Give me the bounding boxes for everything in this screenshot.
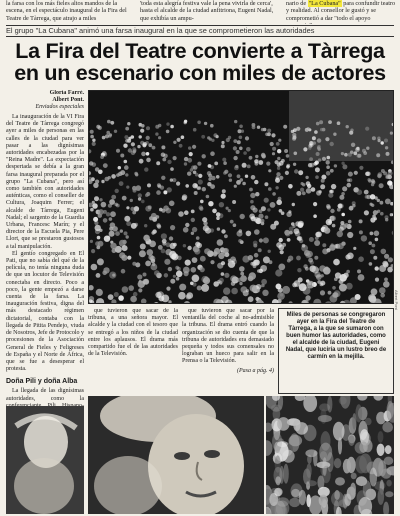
photo-caption: Miles de personas se congregaron ayer en la Fira del Teatre de Tàrrega, a la que se sumaron con buen humor las autoridades, como el alcalde de la ciudad, Eugeni Nadal, que luciría un lustro breo de carmín en la mejilla. (278, 308, 394, 394)
article-paragraph-1: La inauguración de la VI Fira del Teatre de Tàrrega congregó ayer a miles de personas en las calles de la ciudad para ver pasar a las dignísimas autoridades encabezadas por la "Reina Madre". La expectación despertada se debía a la gran farsa inaugural preparada por el grupo "La Cubana", pero así como también con autoridades auténticas, como el conseller de Cultura, Joaquim Ferrer; el alcalde de Tàrrega, Eugeni Nadal; el sargento de la Guardia Urbana, Francesc Marín; y el director de la Escuela Pia, Pere Llort, que se prestaron gustosos a tal manipulación. (6, 114, 84, 250)
section-heading: Doña Pili y doña Alba (6, 378, 78, 386)
byline-author-1: Gloria Farré. (49, 90, 84, 96)
stage-authorities-photo (266, 396, 394, 514)
middle-column-text-1: que tuvieron que sacar de la tribuna, a una señora mayor. El alcalde y la ciudad con el tesoro que se entregó a los niños de la ciudad entre los aplausos. El drama más compartido fue el de las autoridades de la Televisión. (88, 308, 178, 358)
col3-prefix: nario de (286, 0, 307, 7)
photo-credit: Albert Pont (394, 290, 399, 310)
previous-story-col-2: 'toda esta alegría festiva vale la pena vivirla de cerca', hasta el alcalde de la ciudad anfitriona, Eugeni Nadal, que exhibía un ampu- (140, 0, 274, 22)
previous-story-strip (6, 0, 396, 24)
previous-story-col-3 (286, 0, 396, 24)
woman-portrait-photo (88, 396, 264, 514)
byline-role: Enviados especiales (35, 104, 84, 110)
performer-photo (6, 406, 84, 514)
previous-story-col-1: la farsa con los más fieles altos mandos de la escena, en el espectáculo inaugural de la Fira del Teatre de Tàrrega, que atrajo a miles (6, 0, 127, 22)
col3-suffix: para confundir teatro y realidad. Al consellor le gustó y se comprometió a dar "todo el apoyo (286, 0, 396, 22)
article-paragraph-3: La llegada de las dignísimas autoridades, como la (6, 388, 84, 402)
subheadline: El grupo "La Cubana" animó una farsa inaugural en la que se comprometieron las autoridades (6, 25, 394, 37)
middle-column-text-2: que tuvieron que sacar por la ventanilla del coche al no-admisible la tribuna. El drama entró cuando la organización se dio cuenta de que la tribuna de autoridades era demasiado pequeña y todos sus comensales no lograban un hueco para salir en la Prensa o la Televisión. (182, 308, 274, 365)
article-paragraph-2: El gentío congregado en El Pati, que no sabía del qué de la película, no tenía ninguna duda de que un locutor de Televisión conectaba en directo. Poco a poco, la gente empezó a darse cuenta de la farsa. La inauguración festiva, digna del más destacado régimen dictatorial, contaba con la llegada de Pitita Pendejo, viuda de Nosotros, Jefe de Protocolo y procesiones de la Asociación General de Fieles y Feligreses de España y el Norte de África, que se fue a desesperar el protesta. (6, 250, 84, 373)
article-column-middle-2 (182, 308, 274, 394)
headline: La Fira del Teatre convierte a Tàrrega en un escenario con miles de actores (14, 39, 386, 85)
article-column-middle-1 (88, 308, 178, 394)
crowd-photo (88, 90, 394, 304)
highlighted-name: "La Cubana" (308, 0, 341, 7)
continued-page-ref: (Pasa a pág. 4) (237, 367, 274, 374)
byline-author-2: Albert Pont. (52, 97, 84, 103)
